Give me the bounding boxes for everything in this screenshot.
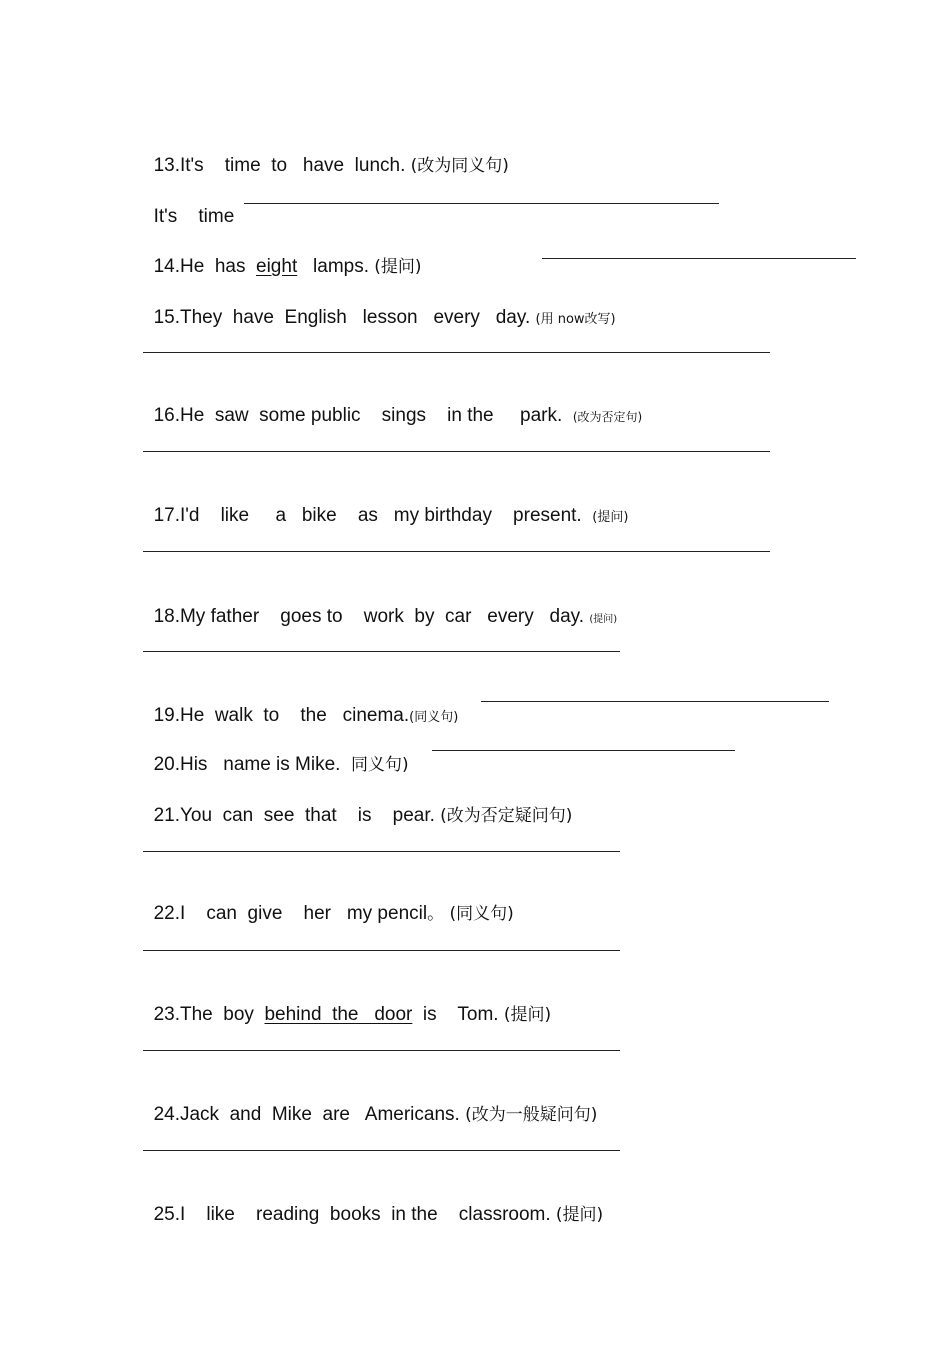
question-text-rest: lamps.	[297, 256, 375, 277]
instruction-note: (用 now改写)	[535, 312, 616, 327]
question-text: 24.Jack and Mike are Americans.	[153, 1104, 466, 1125]
answer-blank-13[interactable]	[244, 203, 719, 204]
question-text: 14.He has	[153, 256, 257, 277]
instruction-note: (提问)	[503, 1005, 552, 1025]
instruction-note: (改为否定句)	[572, 410, 643, 424]
question-text: 19.He walk to the cinema.	[153, 705, 410, 726]
instruction-note: (提问)	[555, 1205, 604, 1225]
answer-blank-17[interactable]	[143, 551, 770, 552]
instruction-note: (改为一般疑问句)	[465, 1105, 598, 1125]
question-17	[143, 480, 628, 530]
answer-prefix: It's time	[153, 206, 240, 227]
question-22	[143, 878, 514, 926]
question-18	[143, 581, 617, 632]
question-23	[143, 979, 551, 1027]
answer-blank-23[interactable]	[143, 1050, 620, 1051]
question-13-answer-prefix	[143, 181, 240, 229]
underlined-phrase: behind the door	[264, 1004, 413, 1025]
question-text: 23.The boy	[153, 1004, 265, 1025]
question-13	[143, 130, 509, 178]
question-16	[143, 380, 642, 429]
question-24	[143, 1079, 597, 1127]
instruction-note: (提问)	[592, 510, 629, 525]
question-21	[143, 780, 572, 828]
answer-blank-20[interactable]	[432, 750, 735, 751]
answer-blank-21[interactable]	[143, 851, 620, 852]
answer-blank-19[interactable]	[481, 701, 829, 702]
instruction-note: 。 (同义句)	[427, 904, 514, 924]
answer-blank-18[interactable]	[143, 651, 620, 652]
question-text: 17.I'd like a bike as my birthday present.	[153, 505, 593, 526]
question-25	[143, 1179, 603, 1227]
instruction-note: (提问)	[374, 257, 422, 277]
question-text: 18.My father goes to work by car every day.	[153, 606, 590, 627]
question-text: 13.It's time to have lunch.	[153, 155, 411, 176]
instruction-note: 同义句)	[351, 755, 409, 775]
answer-blank-14[interactable]	[542, 258, 856, 259]
instruction-note: (提问)	[589, 614, 618, 625]
answer-blank-15[interactable]	[143, 352, 770, 353]
question-text: 20.His name is Mike.	[153, 754, 352, 775]
underlined-word: eight	[256, 256, 298, 277]
question-text: 25.I like reading books in the classroom.	[153, 1204, 556, 1225]
question-text: 16.He saw some public sings in the park.	[153, 405, 573, 426]
answer-blank-22[interactable]	[143, 950, 620, 951]
answer-blank-16[interactable]	[143, 451, 770, 452]
question-text: 15.They have English lesson every day.	[153, 307, 536, 328]
instruction-note: (改为同义句)	[410, 156, 509, 176]
instruction-note: (改为否定疑问句)	[440, 806, 573, 826]
instruction-note: (同义句)	[409, 710, 459, 725]
question-20	[143, 729, 409, 777]
question-text: 22.I can give her my pencil	[153, 903, 428, 924]
answer-blank-24[interactable]	[143, 1150, 620, 1151]
question-19	[143, 680, 458, 730]
question-text-rest: is Tom.	[412, 1004, 504, 1025]
question-14	[143, 231, 422, 279]
question-text: 21.You can see that is pear.	[153, 805, 441, 826]
question-15	[143, 282, 616, 332]
